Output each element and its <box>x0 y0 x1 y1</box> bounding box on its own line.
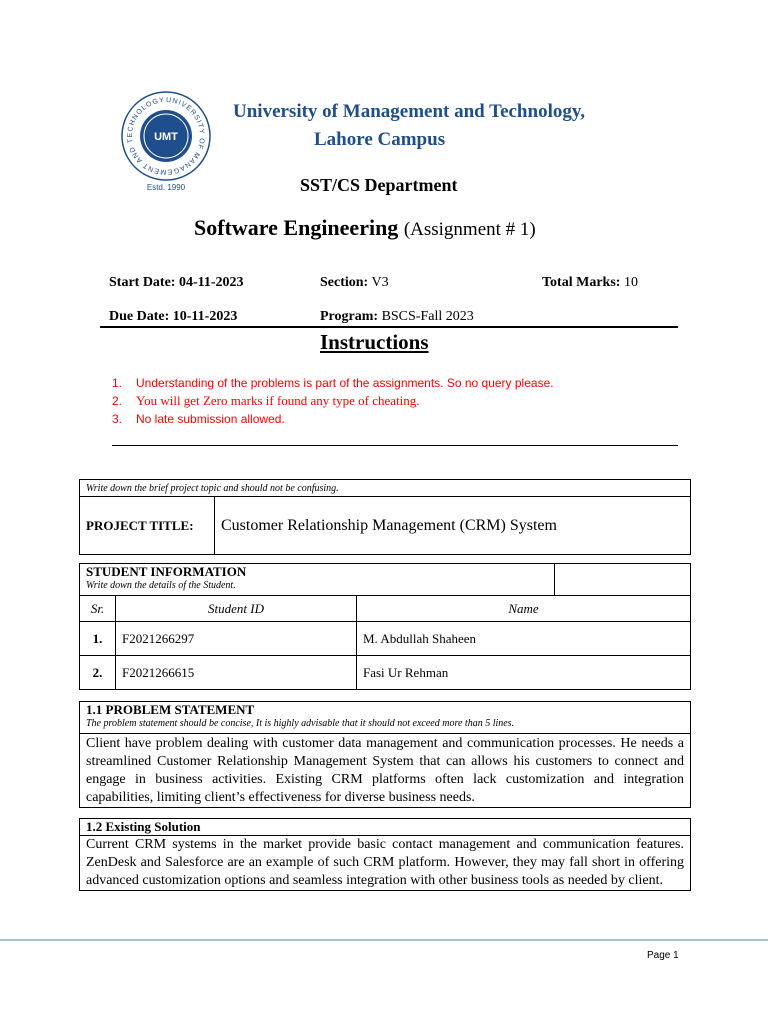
student-title: STUDENT INFORMATION <box>86 564 247 579</box>
start-date <box>109 275 244 291</box>
project-title-value: Customer Relationship Management (CRM) System <box>215 497 691 555</box>
list-item-text: No late submission allowed. <box>136 412 285 426</box>
list-item <box>112 410 554 428</box>
logo-ring-text: UNIVERSITY OF MANAGEMENT AND TECHNOLOGY <box>126 96 206 176</box>
university-name: University of Management and Technology, <box>233 101 586 122</box>
student-id: F2021266615 <box>116 656 357 690</box>
table-row <box>80 622 691 656</box>
list-item-number: 2. <box>112 394 123 408</box>
student-name: M. Abdullah Shaheen <box>357 622 691 656</box>
due-date-label: Due Date: <box>109 309 170 324</box>
student-sr: 2. <box>80 656 116 690</box>
student-sr: 1. <box>80 622 116 656</box>
student-header-blank <box>555 564 691 596</box>
umt-logo <box>118 88 214 192</box>
problem-header-cell <box>80 702 691 734</box>
list-item-number: 3. <box>112 412 123 426</box>
instructions-title: Instructions <box>320 330 429 354</box>
problem-body: Client have problem dealing with customer data management and communication processes. He needs a streamlined Customer Relationship Management System that can allows his customers to connect and engage in business activities. Existing CRM platforms often lack customization and integration capabilities, limiting client’s effectiveness for diverse business needs. <box>80 734 691 808</box>
project-table <box>79 479 691 555</box>
section-value: V3 <box>371 275 389 290</box>
col-student-id: Student ID <box>116 596 357 622</box>
project-hint-cell <box>80 480 691 497</box>
student-id: F2021266297 <box>116 622 357 656</box>
course-name: Software Engineering <box>194 215 399 240</box>
list-item-number: 1. <box>112 376 123 390</box>
program-label: Program: <box>320 309 379 324</box>
total-marks-label: Total Marks: <box>542 275 621 290</box>
program <box>320 309 474 325</box>
section-label: Section: <box>320 275 369 290</box>
campus-name: Lahore Campus <box>314 129 446 150</box>
start-date-label: Start Date: <box>109 275 176 290</box>
student-table <box>79 563 691 690</box>
total-marks-value: 10 <box>623 275 638 290</box>
section <box>320 275 389 291</box>
due-date <box>109 309 237 325</box>
due-date-value: 10-11-2023 <box>172 309 238 324</box>
program-value: BSCS-Fall 2023 <box>381 309 474 324</box>
existing-solution-table <box>79 818 691 891</box>
list-item-text: Understanding of the problems is part of the assignments. So no query please. <box>136 376 554 390</box>
assignment-label: (Assignment # 1) <box>403 219 536 240</box>
col-name: Name <box>357 596 691 622</box>
instructions-divider <box>112 445 678 446</box>
table-row <box>80 656 691 690</box>
footer-rule <box>0 939 768 941</box>
problem-table <box>79 701 691 808</box>
start-date-value: 04-11-2023 <box>178 275 244 290</box>
col-sr: Sr. <box>80 596 116 622</box>
existing-title: 1.2 Existing Solution <box>80 819 691 836</box>
total-marks <box>542 275 638 291</box>
instructions-list <box>112 374 554 428</box>
list-item-text: You will get Zero marks if found any type of cheating. <box>136 393 420 408</box>
list-item <box>112 392 554 410</box>
project-title-label: PROJECT TITLE: <box>80 497 215 555</box>
page-number: Page 1 <box>647 950 679 961</box>
existing-body: Current CRM systems in the market provide basic contact management and communication features. ZenDesk and Salesforce are an example of such CRM platform. However, they may fall short in offering advanced customization options and seamless integration with other business tools as needed by client. <box>80 836 691 891</box>
department: SST/CS Department <box>300 175 458 195</box>
problem-title: 1.1 PROBLEM STATEMENT <box>86 702 255 717</box>
course-title <box>194 215 536 241</box>
header-divider <box>100 326 678 328</box>
list-item <box>112 374 554 392</box>
project-hint: Write down the brief project topic and should not be confusing. <box>86 483 339 494</box>
student-header-cell <box>80 564 555 596</box>
problem-hint: The problem statement should be concise, It is highly advisable that it should not exceed more than 5 lines. <box>86 718 515 729</box>
student-hint: Write down the details of the Student. <box>86 580 236 591</box>
logo-established: Estd. 1990 <box>146 183 186 192</box>
logo-text: UMT <box>154 131 178 143</box>
student-name: Fasi Ur Rehman <box>357 656 691 690</box>
